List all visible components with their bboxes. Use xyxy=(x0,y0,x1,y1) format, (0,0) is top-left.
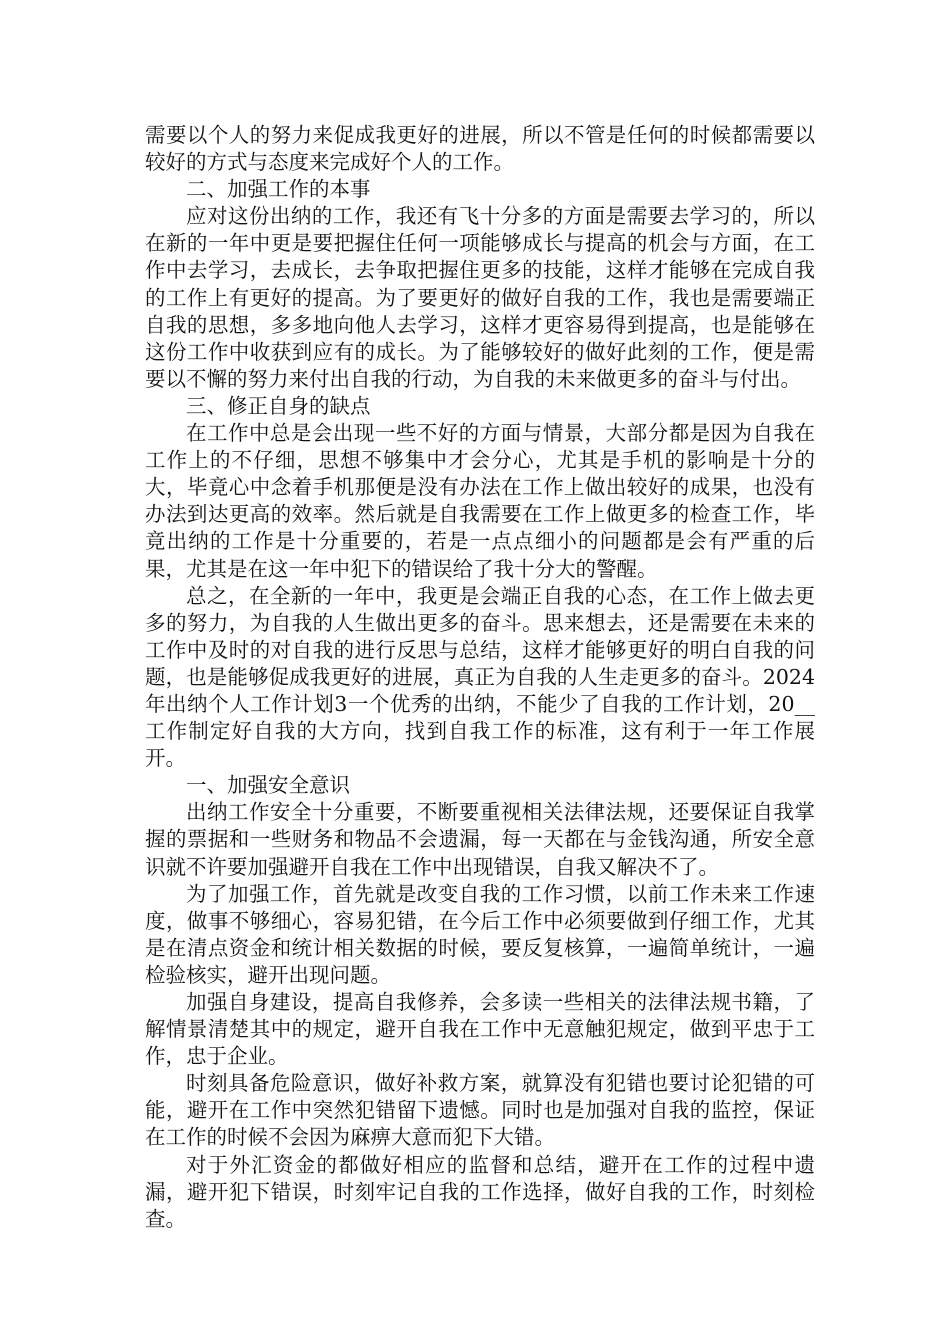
section-heading-fix-shortcomings: 三、修正自身的缺点 xyxy=(186,393,371,418)
paragraph-body: 对于外汇资金的都做好相应的监督和总结，避开在工作的过程中遗漏，避开犯下错误，时刻牢记自我的工作选择，做好自我的工作，时刻检查。 xyxy=(145,1152,815,1231)
paragraph-body: 应对这份出纳的工作，我还有飞十分多的方面是需要去学习的，所以在新的一年中更是要把握住任何一项能够成长与提高的机会与方面，在工作中去学习，去成长，去争取把握住更多的技能，这样才能够在完成自我的工作上有更好的提高。为了要更好的做好自我的工作，我也是需要端正自我的思想，多多地向他人去学习，这样才更容易得到提高，也是能够在这份工作中收获到应有的成长。为了能够较好的做好此刻的工作，便是需要以不懈的努力来付出自我的行动，为自我的未来做更多的奋斗与付出。 xyxy=(145,204,815,391)
paragraph-body: 加强自身建设，提高自我修养，会多读一些相关的法律法规书籍，了解情景清楚其中的规定，避开自我在工作中无意触犯规定，做到平忠于工作，忠于企业。 xyxy=(145,990,815,1069)
paragraph-body: 总之，在全新的一年中，我更是会端正自我的心态，在工作上做去更多的努力，为自我的人生做出更多的奋斗。思来想去，还是需要在未来的工作中及时的对自我的进行反思与总结，这样才能够更好的明白自我的问题，也是能够促成我更好的进展，真正为自我的人生走更多的奋斗。2024年出纳个人工作计划3一个优秀的出纳，不能少了自我的工作计划，20__工作制定好自我的大方向，找到自我工作的标准，这有利于一年工作展开。 xyxy=(145,583,815,771)
paragraph-body: 为了加强工作，首先就是改变自我的工作习惯，以前工作未来工作速度，做事不够细心，容易犯错，在今后工作中必须要做到仔细工作，尤其是在清点资金和统计相关数据的时候，要反复核算，一遍简单统计，一遍检验核实，避开出现问题。 xyxy=(145,881,815,987)
paragraph-body: 出纳工作安全十分重要，不断要重视相关法律法规，还要保证自我掌握的票据和一些财务和物品不会遗漏，每一天都在与金钱沟通，所安全意识就不许要加强避开自我在工作中出现错误，自我又解决不了。 xyxy=(145,800,815,879)
section-heading-improve-ability: 二、加强工作的本事 xyxy=(186,177,371,202)
section-heading-safety-awareness: 一、加强安全意识 xyxy=(186,773,350,798)
paragraph-body: 时刻具备危险意识，做好补救方案，就算没有犯错也要讨论犯错的可能，避开在工作中突然犯错留下遗憾。同时也是加强对自我的监控，保证在工作的时候不会因为麻痹大意而犯下大错。 xyxy=(145,1071,815,1150)
paragraph-continuation: 需要以个人的努力来促成我更好的进展，所以不管是任何的时候都需要以较好的方式与态度来完成好个人的工作。 xyxy=(145,123,815,175)
paragraph-body: 在工作中总是会出现一些不好的方面与情景，大部分都是因为自我在工作上的不仔细，思想不够集中才会分心，尤其是手机的影响是十分的大，毕竟心中念着手机那便是没有办法在工作上做出较好的成果，也没有办法到达更高的效率。然后就是自我需要在工作上做更多的检查工作，毕竟出纳的工作是十分重要的，若是一点点细小的问题都是会有严重的后果，尤其是在这一年中犯下的错误给了我十分大的警醒。 xyxy=(145,421,815,581)
document-page xyxy=(145,122,815,1233)
